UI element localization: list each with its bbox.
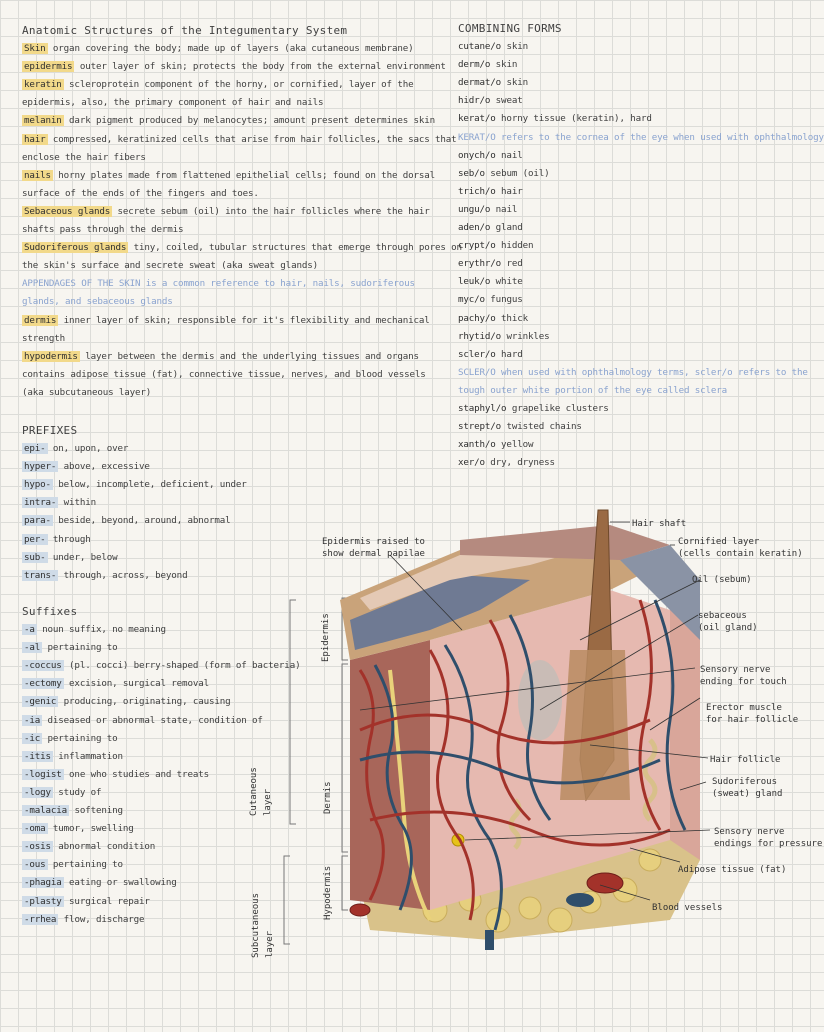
prefixes-line — [22, 458, 247, 476]
combining-line — [458, 291, 824, 309]
anatomic-line — [22, 94, 462, 112]
prefixes-definition: above, excessive — [58, 461, 150, 473]
suffixes-definition: noun suffix, no meaning — [36, 624, 166, 636]
prefixes-title: PREFIXES — [22, 424, 78, 437]
anatomic-line — [22, 131, 462, 149]
anatomic-definition: outer layer of skin; protects the body from the external environment — [74, 61, 446, 73]
combining-line — [458, 92, 824, 110]
combining-definition: KERAT/O refers to the cornea of the eye when used with ophthalmology — [458, 131, 824, 143]
combining-term: aden/o — [458, 222, 491, 234]
suffixes-term: -ectomy — [24, 678, 62, 690]
prefixes-term: trans- — [24, 569, 57, 581]
anatomic-line — [22, 366, 462, 384]
prefixes-definition: within — [58, 497, 96, 509]
suffixes-term: -rrhea — [24, 913, 57, 925]
diagram-label-cutaneous: layer — [263, 788, 273, 816]
combining-line — [458, 346, 824, 364]
combining-line — [458, 255, 824, 273]
diagram-label-oil: Oil (sebum) — [692, 575, 752, 585]
combining-line — [458, 129, 824, 147]
combining-definition: fungus — [484, 294, 523, 306]
suffixes-term: -logy — [24, 786, 51, 798]
dermis-side — [670, 610, 700, 860]
suffixes-definition: (pl. cocci) berry-shaped (form of bacteria) — [63, 660, 301, 672]
anatomic-lines — [22, 40, 462, 402]
suffixes-definition: eating or swallowing — [63, 877, 177, 889]
anatomic-definition: (aka subcutaneous layer) — [22, 386, 152, 398]
combining-line — [458, 201, 824, 219]
sebaceous-gland — [518, 660, 562, 740]
combining-definition: thick — [495, 312, 528, 324]
prefixes-definition: under, below — [47, 551, 118, 563]
combining-title: COMBINING FORMS — [458, 22, 562, 35]
prefixes-line — [22, 567, 247, 585]
diagram-label-cornified: Cornified layer — [678, 537, 760, 547]
combining-definition: dry, dryness — [484, 457, 555, 469]
suffixes-term: -ic — [24, 732, 41, 744]
combining-definition: gland — [490, 222, 523, 234]
suffixes-definition: study of — [52, 786, 102, 798]
anatomic-line — [22, 275, 462, 293]
anatomic-definition: strength — [22, 332, 66, 344]
anatomic-term: Sebaceous glands — [24, 205, 111, 217]
anatomic-definition: layer between the dermis and the underlying tissues and organs — [79, 350, 419, 362]
prefixes-term: per- — [24, 533, 46, 545]
combining-term: crypt/o — [458, 240, 496, 252]
combining-definition: wrinkles — [501, 330, 550, 342]
combining-term: xer/o — [458, 457, 485, 469]
combining-definition: nail — [495, 149, 523, 161]
diagram-label-sudoriferous: Sudoriferous — [712, 777, 778, 787]
anatomic-line — [22, 149, 462, 167]
combining-definition: white — [490, 276, 523, 288]
combining-definition: twisted chains — [501, 421, 582, 433]
combining-definition: hard — [495, 348, 523, 360]
anatomic-term: keratin — [24, 79, 62, 91]
suffixes-term: -al — [24, 642, 41, 654]
combining-term: xanth/o — [458, 439, 496, 451]
suffixes-term: -plasty — [24, 895, 62, 907]
combining-definition: skin — [490, 59, 518, 71]
combining-line — [458, 364, 824, 382]
anatomic-line — [22, 185, 462, 203]
anatomic-definition: compressed, keratinized cells that arise from hair follicles, the sacs that — [47, 133, 457, 145]
anatomic-line — [22, 257, 462, 275]
anatomic-term: epidermis — [24, 61, 73, 73]
anatomic-definition: shafts pass through the dermis — [22, 224, 184, 236]
anatomic-definition: epidermis, also, the primary component of hair and nails — [22, 97, 324, 109]
prefixes-line — [22, 549, 247, 567]
combining-definition: sweat — [490, 95, 523, 107]
anatomic-line — [22, 40, 462, 58]
diagram-label-subcutaneous: layer — [265, 930, 275, 958]
suffixes-term: -coccus — [24, 660, 62, 672]
prefixes-definition: below, incomplete, deficient, under — [52, 479, 247, 491]
anatomic-term: melanin — [24, 115, 62, 127]
combining-definition: SCLER/O when used with ophthalmology terms, scler/o refers to the — [458, 366, 808, 378]
anatomic-definition: the skin's surface and secrete sweat (aka sweat glands) — [22, 260, 318, 272]
diagram-label-cutaneous: Cutaneous — [249, 767, 259, 816]
anatomic-term: Sudoriferous glands — [24, 242, 127, 254]
combining-line — [458, 219, 824, 237]
prefixes-definition: through — [47, 533, 91, 545]
anatomic-definition: scleroprotein component of the horny, or cornified, layer of the — [63, 79, 414, 91]
combining-line — [458, 147, 824, 165]
anatomic-definition: APPENDAGES OF THE SKIN is a common reference to hair, nails, sudoriferous — [22, 278, 415, 290]
combining-term: pachy/o — [458, 312, 496, 324]
prefixes-lines — [22, 440, 247, 585]
suffixes-term: -ia — [24, 714, 41, 726]
suffixes-definition: pertaining to — [42, 642, 118, 654]
prefixes-definition: through, across, beyond — [58, 569, 188, 581]
anatomic-definition: glands, and sebaceous glands — [22, 296, 173, 308]
anatomic-definition: organ covering the body; made up of layers (aka cutaneous membrane) — [47, 43, 414, 55]
suffixes-term: -itis — [24, 750, 51, 762]
prefixes-term: sub- — [24, 551, 46, 563]
layer-brackets — [284, 598, 348, 944]
combining-term: rhytid/o — [458, 330, 502, 342]
combining-term: scler/o — [458, 348, 496, 360]
suffixes-term: -a — [24, 624, 35, 636]
hair-follicle — [560, 650, 630, 800]
prefixes-line — [22, 440, 247, 458]
combining-term: dermat/o — [458, 77, 502, 89]
combining-term: staphyl/o — [458, 402, 507, 414]
anatomic-line — [22, 312, 462, 330]
prefixes-line — [22, 531, 247, 549]
anatomic-term: hypodermis — [24, 350, 78, 362]
diagram-label-sensory-pressure: Sensory nerve — [714, 827, 785, 837]
anatomic-line — [22, 384, 462, 402]
diagram-label-dermis: Dermis — [323, 781, 333, 814]
diagram-label-sebaceous: sebaceous — [698, 611, 747, 621]
anatomic-line — [22, 348, 462, 366]
anatomic-line — [22, 293, 462, 311]
prefixes-definition: on, upon, over — [47, 443, 129, 455]
anatomic-term: nails — [24, 169, 51, 181]
anatomic-line — [22, 203, 462, 221]
combining-line — [458, 237, 824, 255]
prefixes-term: para- — [24, 515, 51, 527]
skin-block — [340, 510, 700, 950]
diagram-label-blood-vessels: Blood vessels — [652, 903, 723, 913]
suffixes-definition: abnormal condition — [52, 841, 156, 853]
combining-definition: grapelike clusters — [506, 402, 609, 414]
suffixes-term: -oma — [24, 823, 46, 835]
anatomic-definition: enclose the hair fibers — [22, 151, 146, 163]
prefixes-definition: beside, beyond, around, abnormal — [52, 515, 231, 527]
suffixes-definition: diseased or abnormal state, condition of — [42, 714, 263, 726]
anatomic-definition: secrete sebum (oil) into the hair follicles where the hair — [112, 205, 430, 217]
diagram-label-cornified: (cells contain keratin) — [678, 549, 803, 559]
suffixes-title: Suffixes — [22, 605, 78, 618]
combining-line — [458, 382, 824, 400]
suffixes-term: -genic — [24, 696, 57, 708]
anatomic-title: Anatomic Structures of the Integumentary System — [22, 24, 348, 37]
combining-definition: horny tissue (keratin), hard — [495, 113, 652, 125]
combining-term: hidr/o — [458, 95, 491, 107]
suffixes-definition: surgical repair — [63, 895, 150, 907]
diagram-label-hair-shaft: Hair shaft — [632, 519, 687, 529]
combining-section — [458, 20, 824, 472]
prefixes-line — [22, 494, 247, 512]
anatomic-line — [22, 330, 462, 348]
diagram-label-hair-follicle: Hair follicle — [710, 755, 781, 765]
diagram-label-subcutaneous: Subcutaneous — [251, 892, 261, 958]
prefixes-term: hypo- — [24, 479, 51, 491]
combining-line — [458, 165, 824, 183]
diagram-label-sensory-pressure: endings for pressure — [714, 839, 823, 849]
combining-term: ungu/o — [458, 203, 491, 215]
anatomic-line — [22, 239, 462, 257]
diagram-label-sebaceous: (oil gland) — [698, 623, 758, 633]
diagram-label-sensory-touch: ending for touch — [700, 677, 787, 687]
combining-term: derm/o — [458, 59, 491, 71]
anatomic-section — [22, 22, 462, 402]
prefixes-line — [22, 512, 247, 530]
suffixes-term: -logist — [24, 768, 62, 780]
combining-line — [458, 400, 824, 418]
combining-definition: nail — [490, 203, 518, 215]
combining-term: cutane/o — [458, 41, 502, 53]
suffixes-definition: pertaining to — [47, 859, 123, 871]
combining-definition: hidden — [495, 240, 534, 252]
combining-term: onych/o — [458, 149, 496, 161]
diagram-label-adipose: Adipose tissue (fat) — [678, 865, 787, 875]
suffixes-definition: producing, originating, causing — [58, 696, 231, 708]
combining-line — [458, 454, 824, 472]
prefixes-term: intra- — [24, 497, 57, 509]
anatomic-definition: horny plates made from flattened epithelial cells; found on the dorsal — [52, 169, 435, 181]
combining-line — [458, 110, 824, 128]
suffixes-term: -osis — [24, 841, 51, 853]
combining-line — [458, 38, 824, 56]
anatomic-term: dermis — [24, 314, 57, 326]
prefixes-term: epi- — [24, 443, 46, 455]
suffixes-term: -ous — [24, 859, 46, 871]
combining-definition: skin — [501, 41, 528, 53]
combining-term: myc/o — [458, 294, 485, 306]
combining-term: strept/o — [458, 421, 502, 433]
combining-lines — [458, 38, 824, 472]
diagram-label-sudoriferous: (sweat) gland — [712, 789, 783, 799]
suffixes-definition: flow, discharge — [58, 913, 145, 925]
combining-line — [458, 310, 824, 328]
combining-term: leuk/o — [458, 276, 491, 288]
suffixes-definition: pertaining to — [42, 732, 118, 744]
combining-line — [458, 328, 824, 346]
anatomic-definition: surface of the ends of the fingers and toes. — [22, 187, 259, 199]
skin-cross-section-diagram — [230, 500, 823, 970]
prefixes-term: hyper- — [24, 461, 57, 473]
diagram-label-hypodermis: Hypodermis — [323, 865, 333, 920]
anatomic-line — [22, 167, 462, 185]
anatomic-term: Skin — [24, 43, 46, 55]
combining-line — [458, 56, 824, 74]
combining-line — [458, 273, 824, 291]
anatomic-line — [22, 76, 462, 94]
diagram-label-erector: for hair follicle — [706, 715, 799, 725]
combining-term: seb/o — [458, 167, 485, 179]
suffixes-term: -phagia — [24, 877, 62, 889]
combining-line — [458, 183, 824, 201]
anatomic-line — [22, 112, 462, 130]
combining-term: trich/o — [458, 185, 496, 197]
anatomic-term: hair — [24, 133, 46, 145]
diagram-label-epidermis: Epidermis — [321, 613, 331, 662]
combining-definition: yellow — [495, 439, 534, 451]
suffixes-definition: tumor, swelling — [47, 823, 134, 835]
diagram-label-erector: Erector muscle — [706, 703, 782, 713]
diagram-label-epidermis-raised: show dermal papilae — [322, 549, 425, 559]
anatomic-definition: tiny, coiled, tubular structures that emerge through pores on — [128, 242, 462, 254]
suffixes-definition: inflammation — [52, 750, 123, 762]
combining-definition: red — [501, 258, 523, 270]
anatomic-definition: dark pigment produced by melanocytes; amount present determines skin — [63, 115, 435, 127]
combining-term: erythr/o — [458, 258, 502, 270]
combining-definition: tough outer white portion of the eye called sclera — [458, 384, 728, 396]
anatomic-line — [22, 58, 462, 76]
diagram-label-sensory-touch: Sensory nerve — [700, 665, 771, 675]
suffixes-definition: excision, surgical removal — [63, 678, 209, 690]
combining-definition: sebum (oil) — [484, 167, 550, 179]
combining-definition: skin — [501, 77, 528, 89]
suffixes-definition: softening — [69, 805, 123, 817]
anatomic-definition: inner layer of skin; responsible for it's flexibility and mechanical — [58, 314, 430, 326]
combining-term: kerat/o — [458, 113, 496, 125]
diagram-label-epidermis-raised: Epidermis raised to — [322, 537, 425, 547]
suffixes-definition: one who studies and treats — [63, 768, 209, 780]
prefixes-section — [22, 422, 247, 585]
suffixes-term: -malacia — [24, 805, 68, 817]
anatomic-definition: contains adipose tissue (fat), connective tissue, nerves, and blood vessels — [22, 368, 426, 380]
combining-definition: hair — [495, 185, 523, 197]
prefixes-line — [22, 476, 247, 494]
combining-line — [458, 436, 824, 454]
combining-line — [458, 418, 824, 436]
anatomic-line — [22, 221, 462, 239]
combining-line — [458, 74, 824, 92]
